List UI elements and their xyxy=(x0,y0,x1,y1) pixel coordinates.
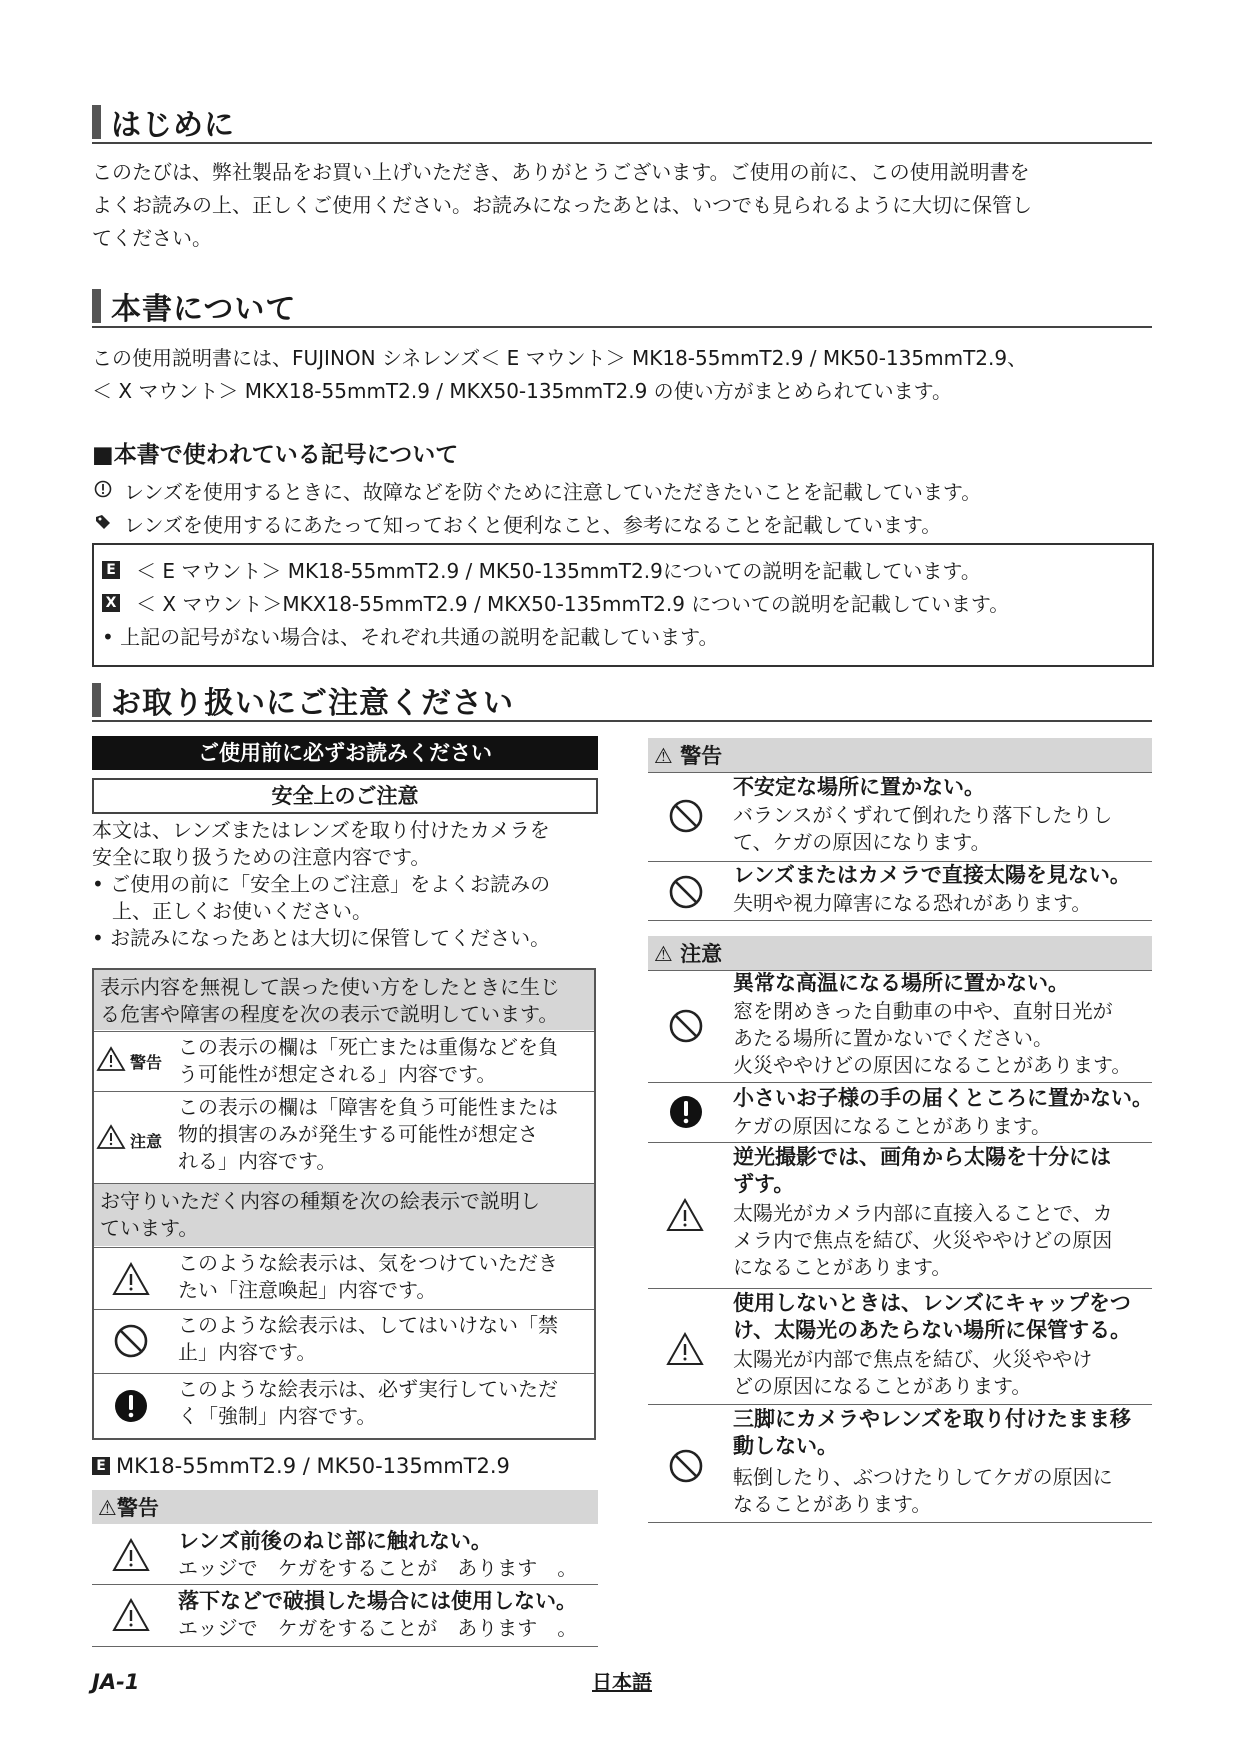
caution-item-body: 転倒したり、ぶつけたりしてケガの原因に なることがあります。 xyxy=(733,1465,1113,1516)
caution-circle-icon xyxy=(92,479,114,503)
symbol-caution-line: レンズを使用するときに、故障などを防ぐために注意していただきたいことを記載しています。 xyxy=(92,476,981,505)
caution-item-body: 太陽光がカメラ内部に直接入ることで、カ メラ内で焦点を結び、火災ややけどの原因 になることがあります。 xyxy=(733,1201,1113,1279)
warning-desc: この表示の欄は「死亡または重傷などを負 う可能性が想定される」内容です。 xyxy=(178,1035,558,1086)
prohibit-icon xyxy=(113,1323,149,1359)
tag-icon xyxy=(92,512,114,536)
e-item-title: レンズ前後のねじ部に触れない。 xyxy=(178,1529,492,1553)
display-note-row: 表示内容を無視して誤った使い方をしたときに生じ る危害や障害の程度を次の表示で説明しています。 xyxy=(94,970,594,1030)
language-label: 日本語 xyxy=(592,1670,652,1694)
handling-heading: お取り扱いにご注意ください xyxy=(92,680,1152,722)
caution-item-title: 三脚にカメラやレンズを取り付けたまま移 動しない。 xyxy=(733,1407,1131,1458)
intro-heading: はじめに xyxy=(92,102,1152,144)
e-item-body: エッジで ケガをすることが あります 。 xyxy=(178,1556,578,1580)
warning-item-title: レンズまたはカメラで直接太陽を見ない。 xyxy=(733,863,1131,887)
e-mount-models: E MK18-55mmT2.9 / MK50-135mmT2.9 xyxy=(92,1454,510,1478)
x-badge: X xyxy=(102,594,120,612)
caution-item-body: 太陽光が内部で焦点を結び、火災ややけ どの原因になることがあります。 xyxy=(733,1347,1093,1398)
prohibit-desc: このような絵表示は、してはいけない「禁 止」内容です。 xyxy=(178,1313,558,1364)
read-before-use-banner: ご使用前に必ずお読みください xyxy=(92,736,598,770)
warning-item-title: 不安定な場所に置かない。 xyxy=(733,775,985,799)
right-caution-bar: ⚠ 注意 xyxy=(648,936,1152,970)
prohibit-icon xyxy=(668,1448,704,1484)
mandatory-icon xyxy=(113,1388,149,1424)
pictogram-note-row: お守りいただく内容の種類を次の絵表示で説明し ています。 xyxy=(94,1184,594,1246)
alert-triangle-icon xyxy=(666,1198,704,1232)
alert-desc: このような絵表示は、気をつけていただき たい「注意喚起」内容です。 xyxy=(178,1251,558,1302)
warning-triangle-icon xyxy=(96,1046,126,1072)
intro-paragraph: このたびは、弊社製品をお買い上げいただき、ありがとうございます。ご使用の前に、この使用説明書を よくお読みの上、正しくご使用ください。お読みになったあとは、いつでも見られるように大切に保管し てください。 xyxy=(92,160,1032,250)
caution-item-title: 小さいお子様の手の届くところに置かない。 xyxy=(733,1086,1153,1110)
safety-heading: 安全上のご注意 xyxy=(92,778,598,814)
about-heading: 本書について xyxy=(92,286,1152,328)
caution-item-title: 異常な高温になる場所に置かない。 xyxy=(733,971,1069,995)
warning-item-body: 失明や視力障害になる恐れがあります。 xyxy=(733,891,1092,915)
mandatory-desc: このような絵表示は、必ず実行していただ く「強制」内容です。 xyxy=(178,1377,558,1428)
prohibit-icon xyxy=(668,798,704,834)
safety-intro: 本文は、レンズまたはレンズを取り付けたカメラを 安全に取り扱うための注意内容です。 • ご使用の前に「安全上のご注意」をよくお読みの 上、正しくお使いください。 • お読みになったあとは大切に保管してください。 xyxy=(92,818,551,950)
x-mount-line: X ＜ X マウント＞MKX18-55mmT2.9 / MKX50-135mmT2.9 についての説明を記載しています。 xyxy=(102,588,1009,617)
caution-item-title: 逆光撮影では、画角から太陽を十分には ずす。 xyxy=(733,1145,1111,1196)
warning-item-body: バランスがくずれて倒れたり落下したりし て、ケガの原因になります。 xyxy=(733,803,1113,854)
symbol-tip-line: レンズを使用するにあたって知っておくと便利なこと、参考になることを記載しています。 xyxy=(92,509,941,538)
e-badge: E xyxy=(102,561,120,579)
prohibit-icon xyxy=(668,1008,704,1044)
e-mount-line: E ＜ E マウント＞ MK18-55mmT2.9 / MK50-135mmT2.9についての説明を記載しています。 xyxy=(102,555,981,584)
caution-item-body: 窓を閉めきった自動車の中や、直射日光が あたる場所に置かないでください。 火災ややけどの原因になることがあります。 xyxy=(733,999,1132,1077)
e-item-body: エッジで ケガをすることが あります 。 xyxy=(178,1616,578,1640)
e-badge: E xyxy=(92,1457,110,1475)
about-paragraph: この使用説明書には、FUJINON シネレンズ＜ E マウント＞ MK18-55mmT2.9 / MK50-135mmT2.9、 ＜ X マウント＞ MKX18-55mmT2.9 / MKX50-135mmT2.9 の使い方がまとめられています。 xyxy=(92,346,1028,403)
symbols-heading: ■本書で使われている記号について xyxy=(92,442,459,468)
mount-symbol-box xyxy=(92,543,1154,667)
alert-triangle-icon xyxy=(112,1262,150,1296)
warning-triangle-icon xyxy=(112,1598,150,1632)
caution-desc: この表示の欄は「障害を負う可能性または 物的損害のみが発生する可能性が想定さ れる」内容です。 xyxy=(178,1095,558,1173)
warning-triangle-icon xyxy=(112,1538,150,1572)
caution-triangle-icon xyxy=(96,1124,126,1150)
e-warning-bar: ⚠警告 xyxy=(92,1490,598,1524)
alert-triangle-icon xyxy=(666,1332,704,1366)
caution-label: 注意 xyxy=(130,1132,163,1151)
e-item-title: 落下などで破損した場合には使用しない。 xyxy=(178,1589,577,1613)
page-number: JA-1 xyxy=(92,1670,140,1694)
caution-item-title: 使用しないときは、レンズにキャップをつ け、太陽光のあたらない場所に保管する。 xyxy=(733,1291,1132,1342)
right-warning-bar: ⚠ 警告 xyxy=(648,738,1152,772)
warning-label: 警告 xyxy=(130,1053,163,1072)
common-note-line: • 上記の記号がない場合は、それぞれ共通の説明を記載しています。 xyxy=(102,625,719,649)
prohibit-icon xyxy=(668,874,704,910)
mandatory-icon xyxy=(668,1094,704,1130)
caution-item-body: ケガの原因になることがあります。 xyxy=(733,1114,1051,1138)
